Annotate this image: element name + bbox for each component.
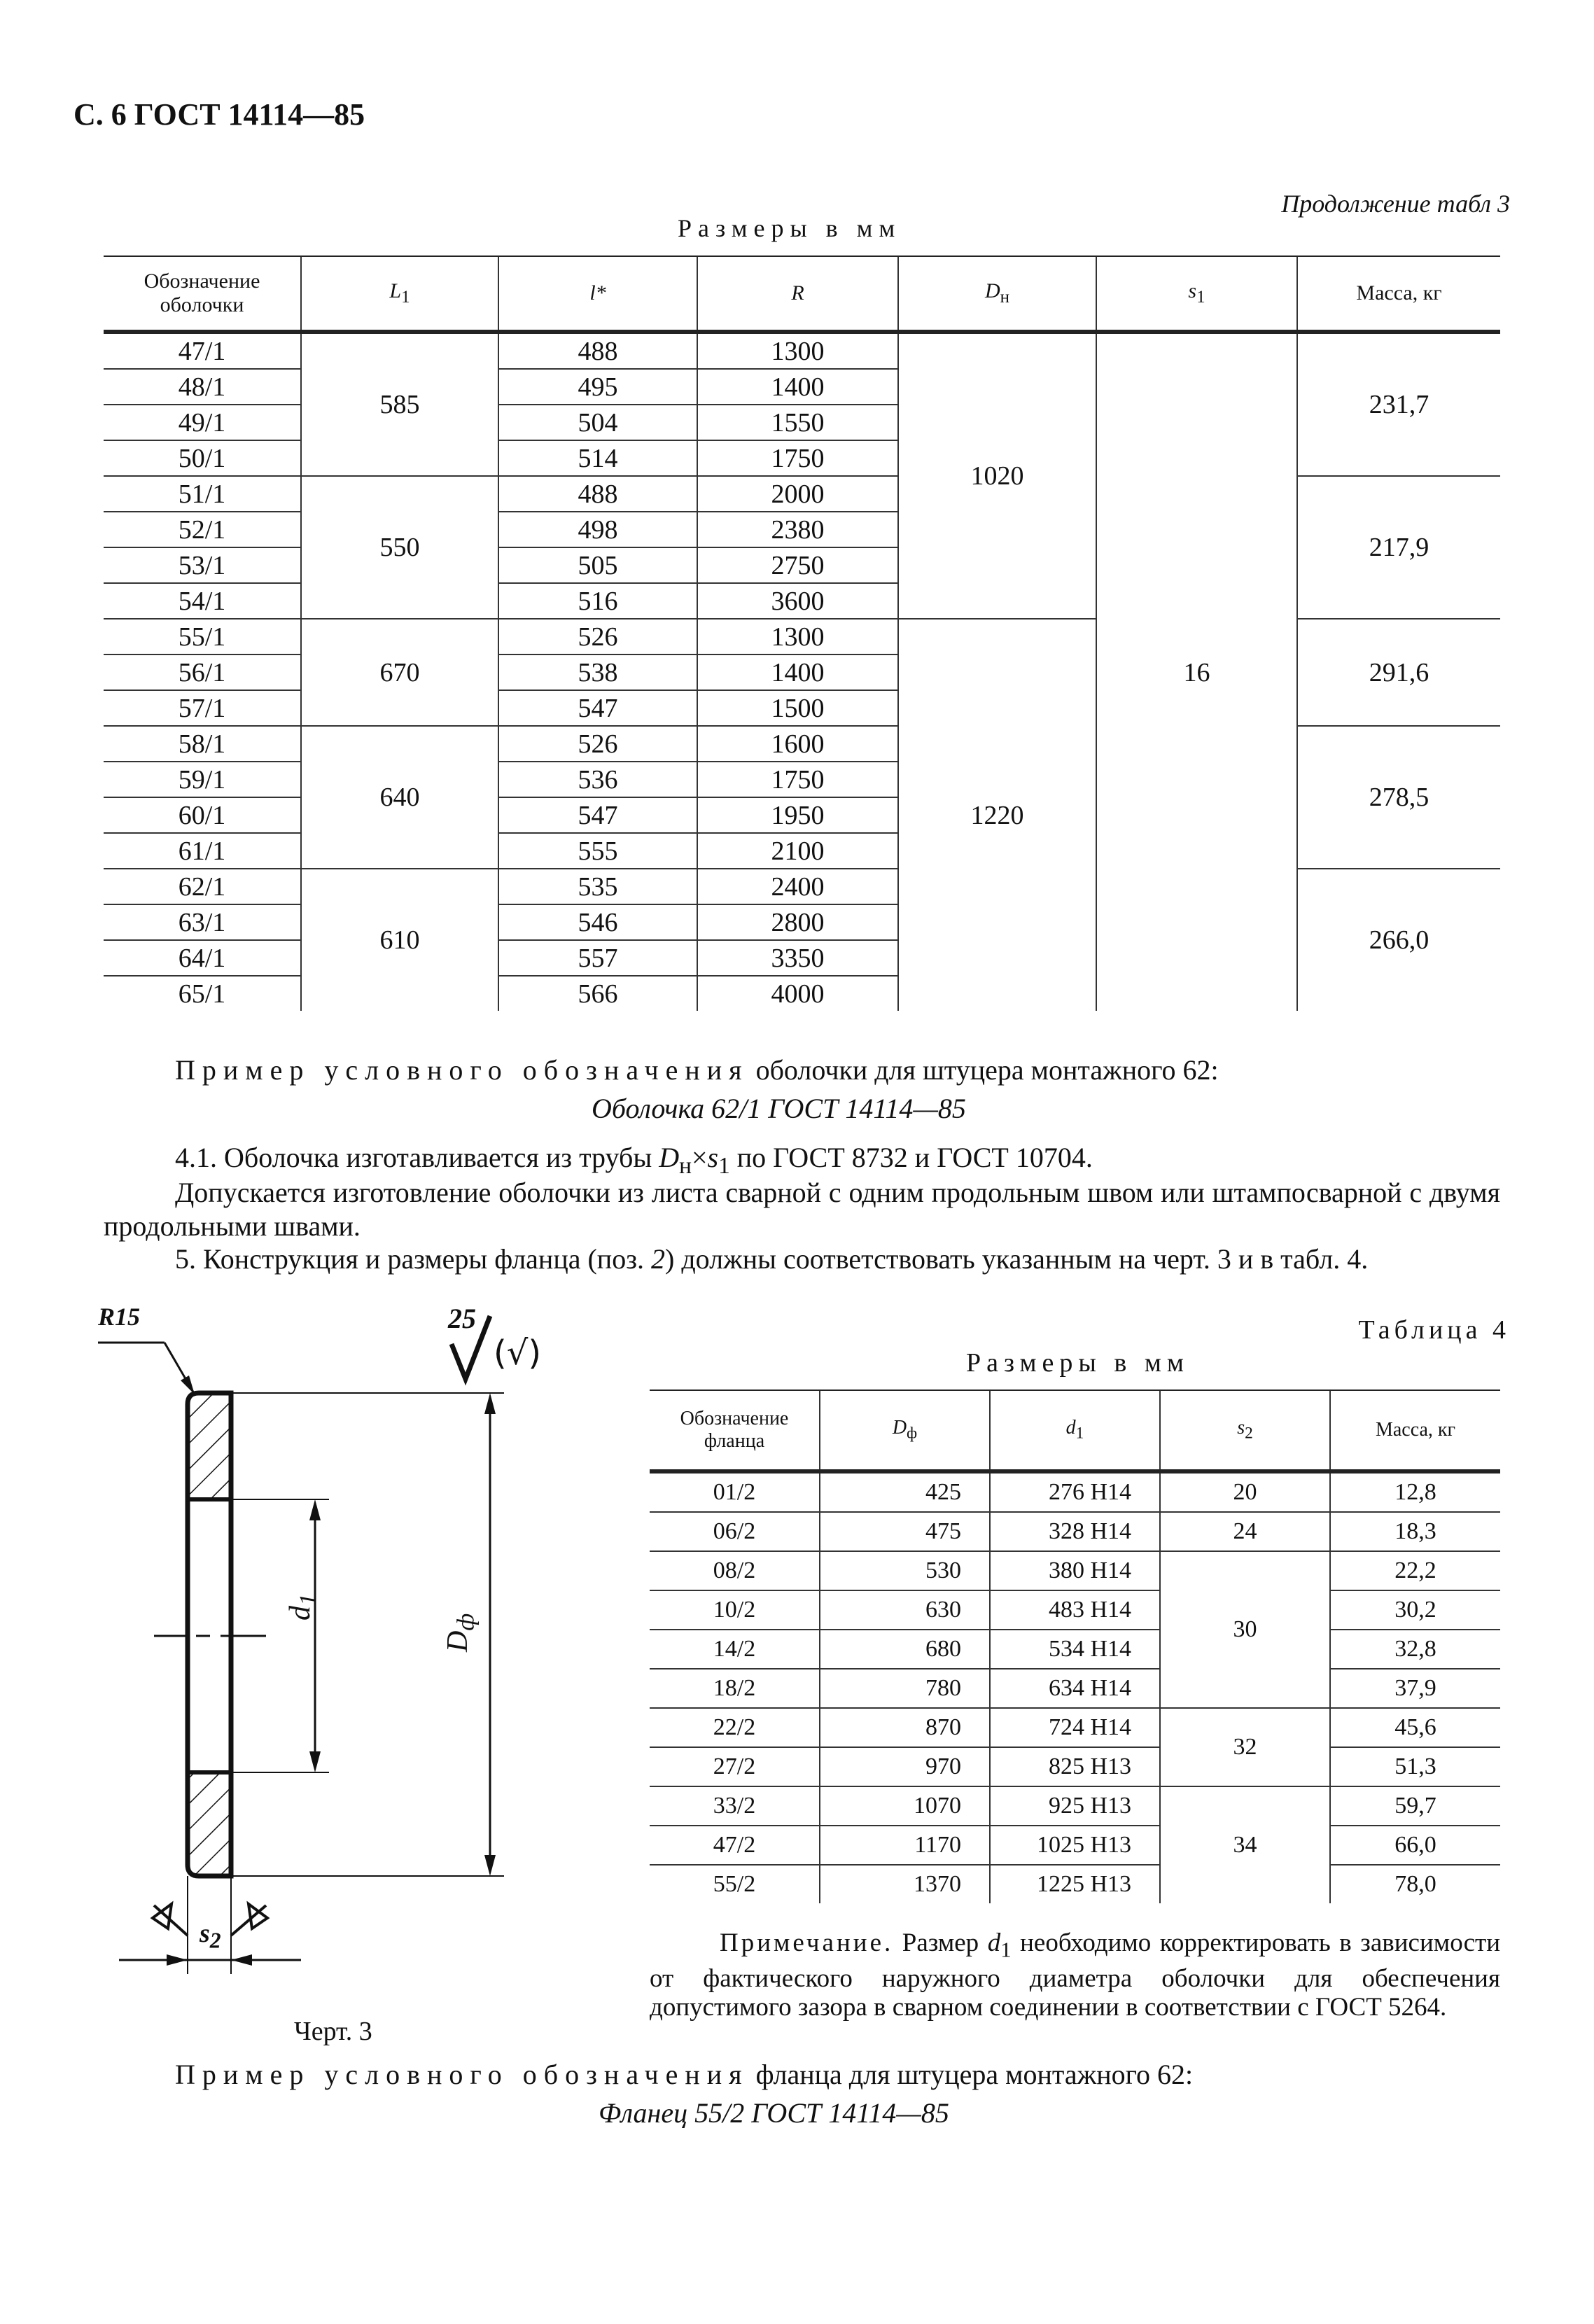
table-row: 10/2 630 483 Н14 30,2 xyxy=(650,1590,1500,1630)
table-row: 63/1 546 2800 xyxy=(104,904,1500,940)
drawing-caption: Черт. 3 xyxy=(294,2017,372,2046)
weld-symbol-right xyxy=(231,1904,267,1935)
col-l: l* xyxy=(498,256,697,332)
table-row: 54/1 516 3600 xyxy=(104,583,1500,619)
table-row: 47/1 585 488 1300 1020 16 231,7 xyxy=(104,332,1500,369)
paragraph-4-1: 4.1. Оболочка изготавливается из трубы $D_н\times s_1$ по ГОСТ 8732 и ГОСТ 10704. xyxy=(175,1142,1093,1179)
table3-header xyxy=(104,256,1500,332)
col-L1: $L_1$ xyxy=(301,256,498,332)
example1-line: Пример условного обозначения оболочки для штуцера монтажного 62: xyxy=(175,1054,1219,1086)
example1-code: Оболочка 62/1 ГОСТ 14114—85 xyxy=(592,1093,966,1124)
table-4 xyxy=(650,1390,1500,1903)
table-row: 61/1 555 2100 xyxy=(104,833,1500,869)
flange-drawing xyxy=(98,1302,588,2058)
hatch-top xyxy=(188,1394,231,1499)
Df-label: $D_ф$ xyxy=(442,1613,480,1652)
table-row: 55/1 670 526 1300 1220 291,6 xyxy=(104,619,1500,654)
table-row: 62/1 610 535 2400 266,0 xyxy=(104,869,1500,904)
roughness-value: 25 xyxy=(448,1303,476,1334)
col-Df: $D_ф$ xyxy=(820,1390,990,1471)
table-row: 56/1 538 1400 xyxy=(104,654,1500,690)
example2-line: Пример условного обозначения фланца для штуцера монтажного 62: xyxy=(175,2059,1194,2090)
s2-label: $s_2$ xyxy=(200,1919,221,1953)
table-row: 06/2 475 328 Н14 24 18,3 xyxy=(650,1512,1500,1551)
table-row: 18/2 780 634 Н14 37,9 xyxy=(650,1669,1500,1708)
table-row: 01/2 425 276 Н14 20 12,8 xyxy=(650,1471,1500,1512)
table-row: 27/2 970 825 Н13 51,3 xyxy=(650,1747,1500,1786)
page-header: С. 6 ГОСТ 14114—85 xyxy=(74,97,365,132)
col-R: R xyxy=(697,256,898,332)
table-row: 49/1 504 1550 xyxy=(104,405,1500,440)
col-flange-designation: Обозначение фланца xyxy=(650,1390,820,1471)
table-row: 55/2 1370 1225 Н13 78,0 xyxy=(650,1865,1500,1903)
table-row: 33/2 1070 925 Н13 34 59,7 xyxy=(650,1786,1500,1826)
example2-code: Фланец 55/2 ГОСТ 14114—85 xyxy=(599,2097,949,2129)
table-row: 60/1 547 1950 xyxy=(104,797,1500,833)
table-row: 22/2 870 724 Н14 32 45,6 xyxy=(650,1708,1500,1747)
flange-cross-section xyxy=(98,1302,588,2058)
table4-units: Размеры в мм xyxy=(966,1348,1189,1378)
paragraph-4-1-cont: Допускается изготовление оболочки из листа сварной с одним продольным швом или штампосварной с двумя продольными швами. xyxy=(104,1177,1500,1242)
radius-label: R15 xyxy=(98,1303,141,1331)
col-d1: $d_1$ xyxy=(990,1390,1160,1471)
col-mass: Масса, кг xyxy=(1297,256,1500,332)
table-row: 52/1 498 2380 xyxy=(104,512,1500,547)
col-s1: $s_1$ xyxy=(1096,256,1297,332)
table-3 xyxy=(104,255,1500,1011)
col-s2: $s_2$ xyxy=(1160,1390,1330,1471)
col-Dn: $D_н$ xyxy=(898,256,1096,332)
table-row: 65/1 566 4000 xyxy=(104,976,1500,1011)
roughness-paren: (√) xyxy=(494,1334,542,1373)
col-mass: Масса, кг xyxy=(1330,1390,1500,1471)
table-row: 64/1 557 3350 xyxy=(104,940,1500,976)
table3-units: Размеры в мм xyxy=(678,214,902,242)
col-designation: Обозначение оболочки xyxy=(104,256,301,332)
table-row: 51/1 550 488 2000 217,9 xyxy=(104,476,1500,512)
table-row: 59/1 536 1750 xyxy=(104,762,1500,797)
table-row: 58/1 640 526 1600 278,5 xyxy=(104,726,1500,762)
hatch-bottom xyxy=(188,1772,231,1875)
table4-title: Таблица 4 xyxy=(1358,1315,1510,1345)
table-row: 53/1 505 2750 xyxy=(104,547,1500,583)
d1-label: $d_1$ xyxy=(284,1593,322,1620)
weld-symbol-left xyxy=(153,1904,188,1935)
table4-note: Примечание. Размер $d_1$ необходимо корректировать в зависимости от фактического наружного диаметра оболочки для обеспечения допустимого зазора в сварном соединении в соответствии с ГОСТ 5264. xyxy=(650,1928,1501,2022)
table4-header xyxy=(650,1390,1500,1471)
paragraph-5: 5. Конструкция и размеры фланца (поз. 2) должны соответствовать указанным на черт. 3 и в табл. 4. xyxy=(175,1243,1369,1275)
table-row: 48/1 495 1400 xyxy=(104,369,1500,405)
table-row: 57/1 547 1500 xyxy=(104,690,1500,726)
table-row: 14/2 680 534 Н14 32,8 xyxy=(650,1630,1500,1669)
table-row: 08/2 530 380 Н14 30 22,2 xyxy=(650,1551,1500,1590)
table-row: 50/1 514 1750 xyxy=(104,440,1500,476)
table-row: 47/2 1170 1025 Н13 66,0 xyxy=(650,1826,1500,1865)
table-continuation-label: Продолжение табл 3 xyxy=(1281,190,1510,218)
